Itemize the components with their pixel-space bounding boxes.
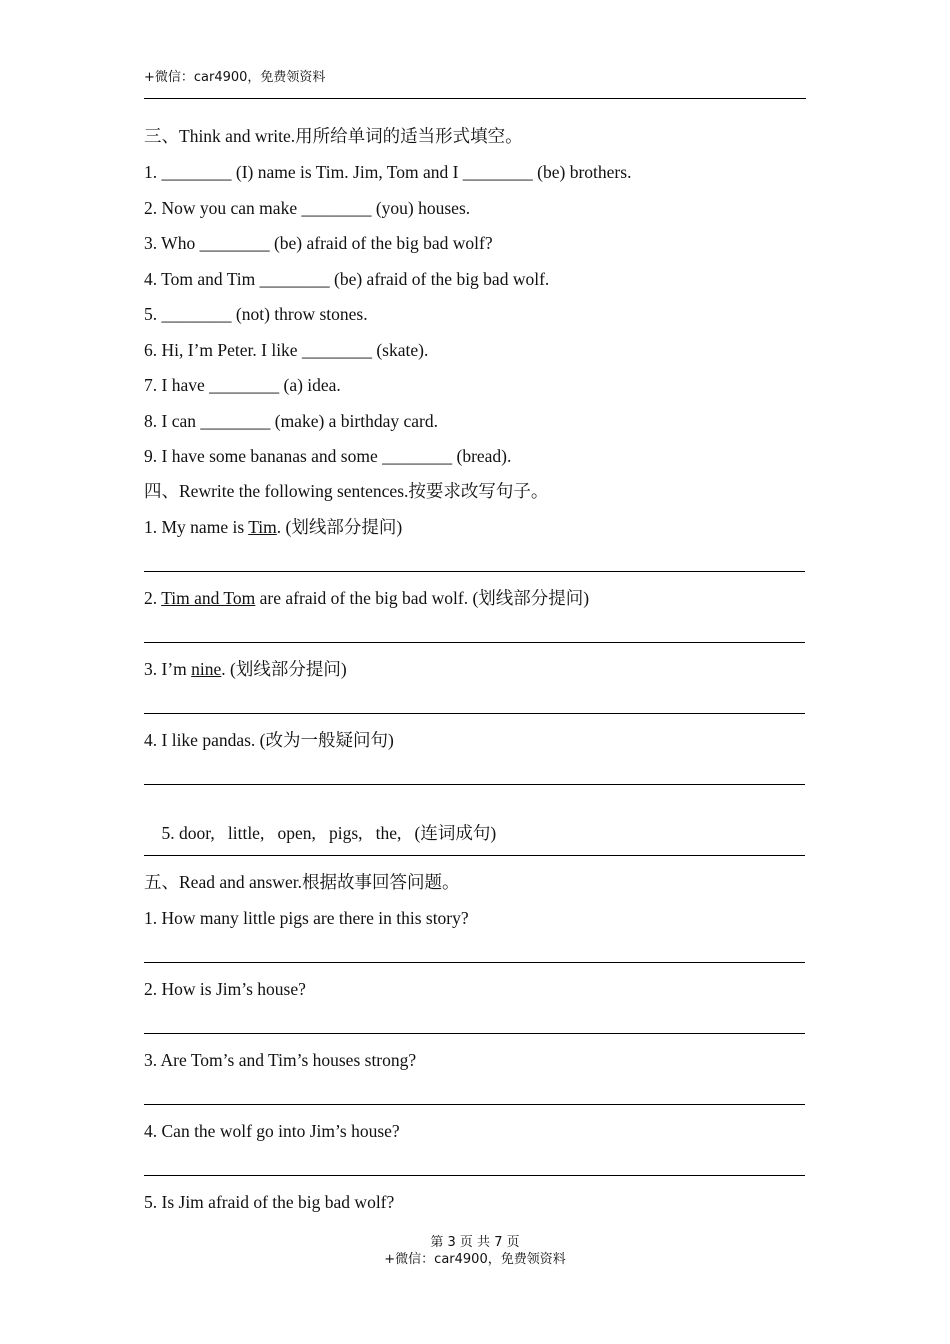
answer-line[interactable] <box>144 962 805 963</box>
item-text: . (划线部分提问) <box>276 517 403 537</box>
answer-line[interactable] <box>144 571 805 572</box>
section3-item: 1. ________ (I) name is Tim. Jim, Tom and I ________ (be) brothers. <box>144 162 632 182</box>
section5-item: 1. How many little pigs are there in this story? <box>144 908 469 928</box>
section5-item: 2. How is Jim’s house? <box>144 979 306 999</box>
item-text: 1. My name is <box>144 517 249 537</box>
section4-item <box>144 800 496 866</box>
item-text: 5. door, little, open, pigs, the, (连词成句) <box>161 823 497 843</box>
section3-item: 4. Tom and Tim ________ (be) afraid of the big bad wolf. <box>144 269 550 289</box>
answer-line[interactable] <box>144 784 805 785</box>
section4-item <box>144 729 394 751</box>
answer-line[interactable] <box>144 1175 805 1176</box>
section5-item: 4. Can the wolf go into Jim’s house? <box>144 1121 400 1141</box>
answer-line[interactable] <box>144 642 805 643</box>
page-number: 第 3 页 共 7 页 <box>430 1235 520 1250</box>
section3-item: 9. I have some bananas and some ________ (bread). <box>144 446 512 466</box>
item-text: are afraid of the big bad wolf. (划线部分提问) <box>255 588 590 608</box>
section3-item: 8. I can ________ (make) a birthday card. <box>144 411 438 431</box>
section5-item: 5. Is Jim afraid of the big bad wolf? <box>144 1192 395 1212</box>
section3-item: 7. I have ________ (a) idea. <box>144 375 341 395</box>
answer-line[interactable] <box>144 1104 805 1105</box>
item-text: 4. I like pandas. (改为一般疑问句) <box>144 730 394 750</box>
section3-item: 5. ________ (not) throw stones. <box>144 304 368 324</box>
section5-item: 3. Are Tom’s and Tim’s houses strong? <box>144 1050 417 1070</box>
answer-line[interactable] <box>144 713 805 714</box>
underlined-word: nine <box>191 659 222 679</box>
header-watermark: +微信：car4900，免费领资料 <box>144 70 326 85</box>
section4-item <box>144 587 589 609</box>
section3-item: 2. Now you can make ________ (you) houses. <box>144 198 471 218</box>
underlined-word: Tim <box>248 517 277 537</box>
section4-item <box>144 516 402 538</box>
section4-title: 四、Rewrite the following sentences.按要求改写句子。 <box>144 481 549 501</box>
section3-item: 3. Who ________ (be) afraid of the big bad wolf? <box>144 233 493 253</box>
underlined-word: Tim and Tom <box>161 588 256 608</box>
answer-line[interactable] <box>144 1033 805 1034</box>
footer-watermark: +微信：car4900，免费领资料 <box>384 1252 566 1267</box>
item-text: . (划线部分提问) <box>221 659 347 679</box>
answer-line[interactable] <box>144 855 805 856</box>
section3-title: 三、Think and write.用所给单词的适当形式填空。 <box>144 126 523 146</box>
section4-item <box>144 658 347 680</box>
header-rule <box>144 98 806 99</box>
section3-item: 6. Hi, I’m Peter. I like ________ (skate). <box>144 340 429 360</box>
item-text: 3. I’m <box>144 659 192 679</box>
item-text: 2. <box>144 588 162 608</box>
section5-title: 五、Read and answer.根据故事回答问题。 <box>144 872 460 892</box>
